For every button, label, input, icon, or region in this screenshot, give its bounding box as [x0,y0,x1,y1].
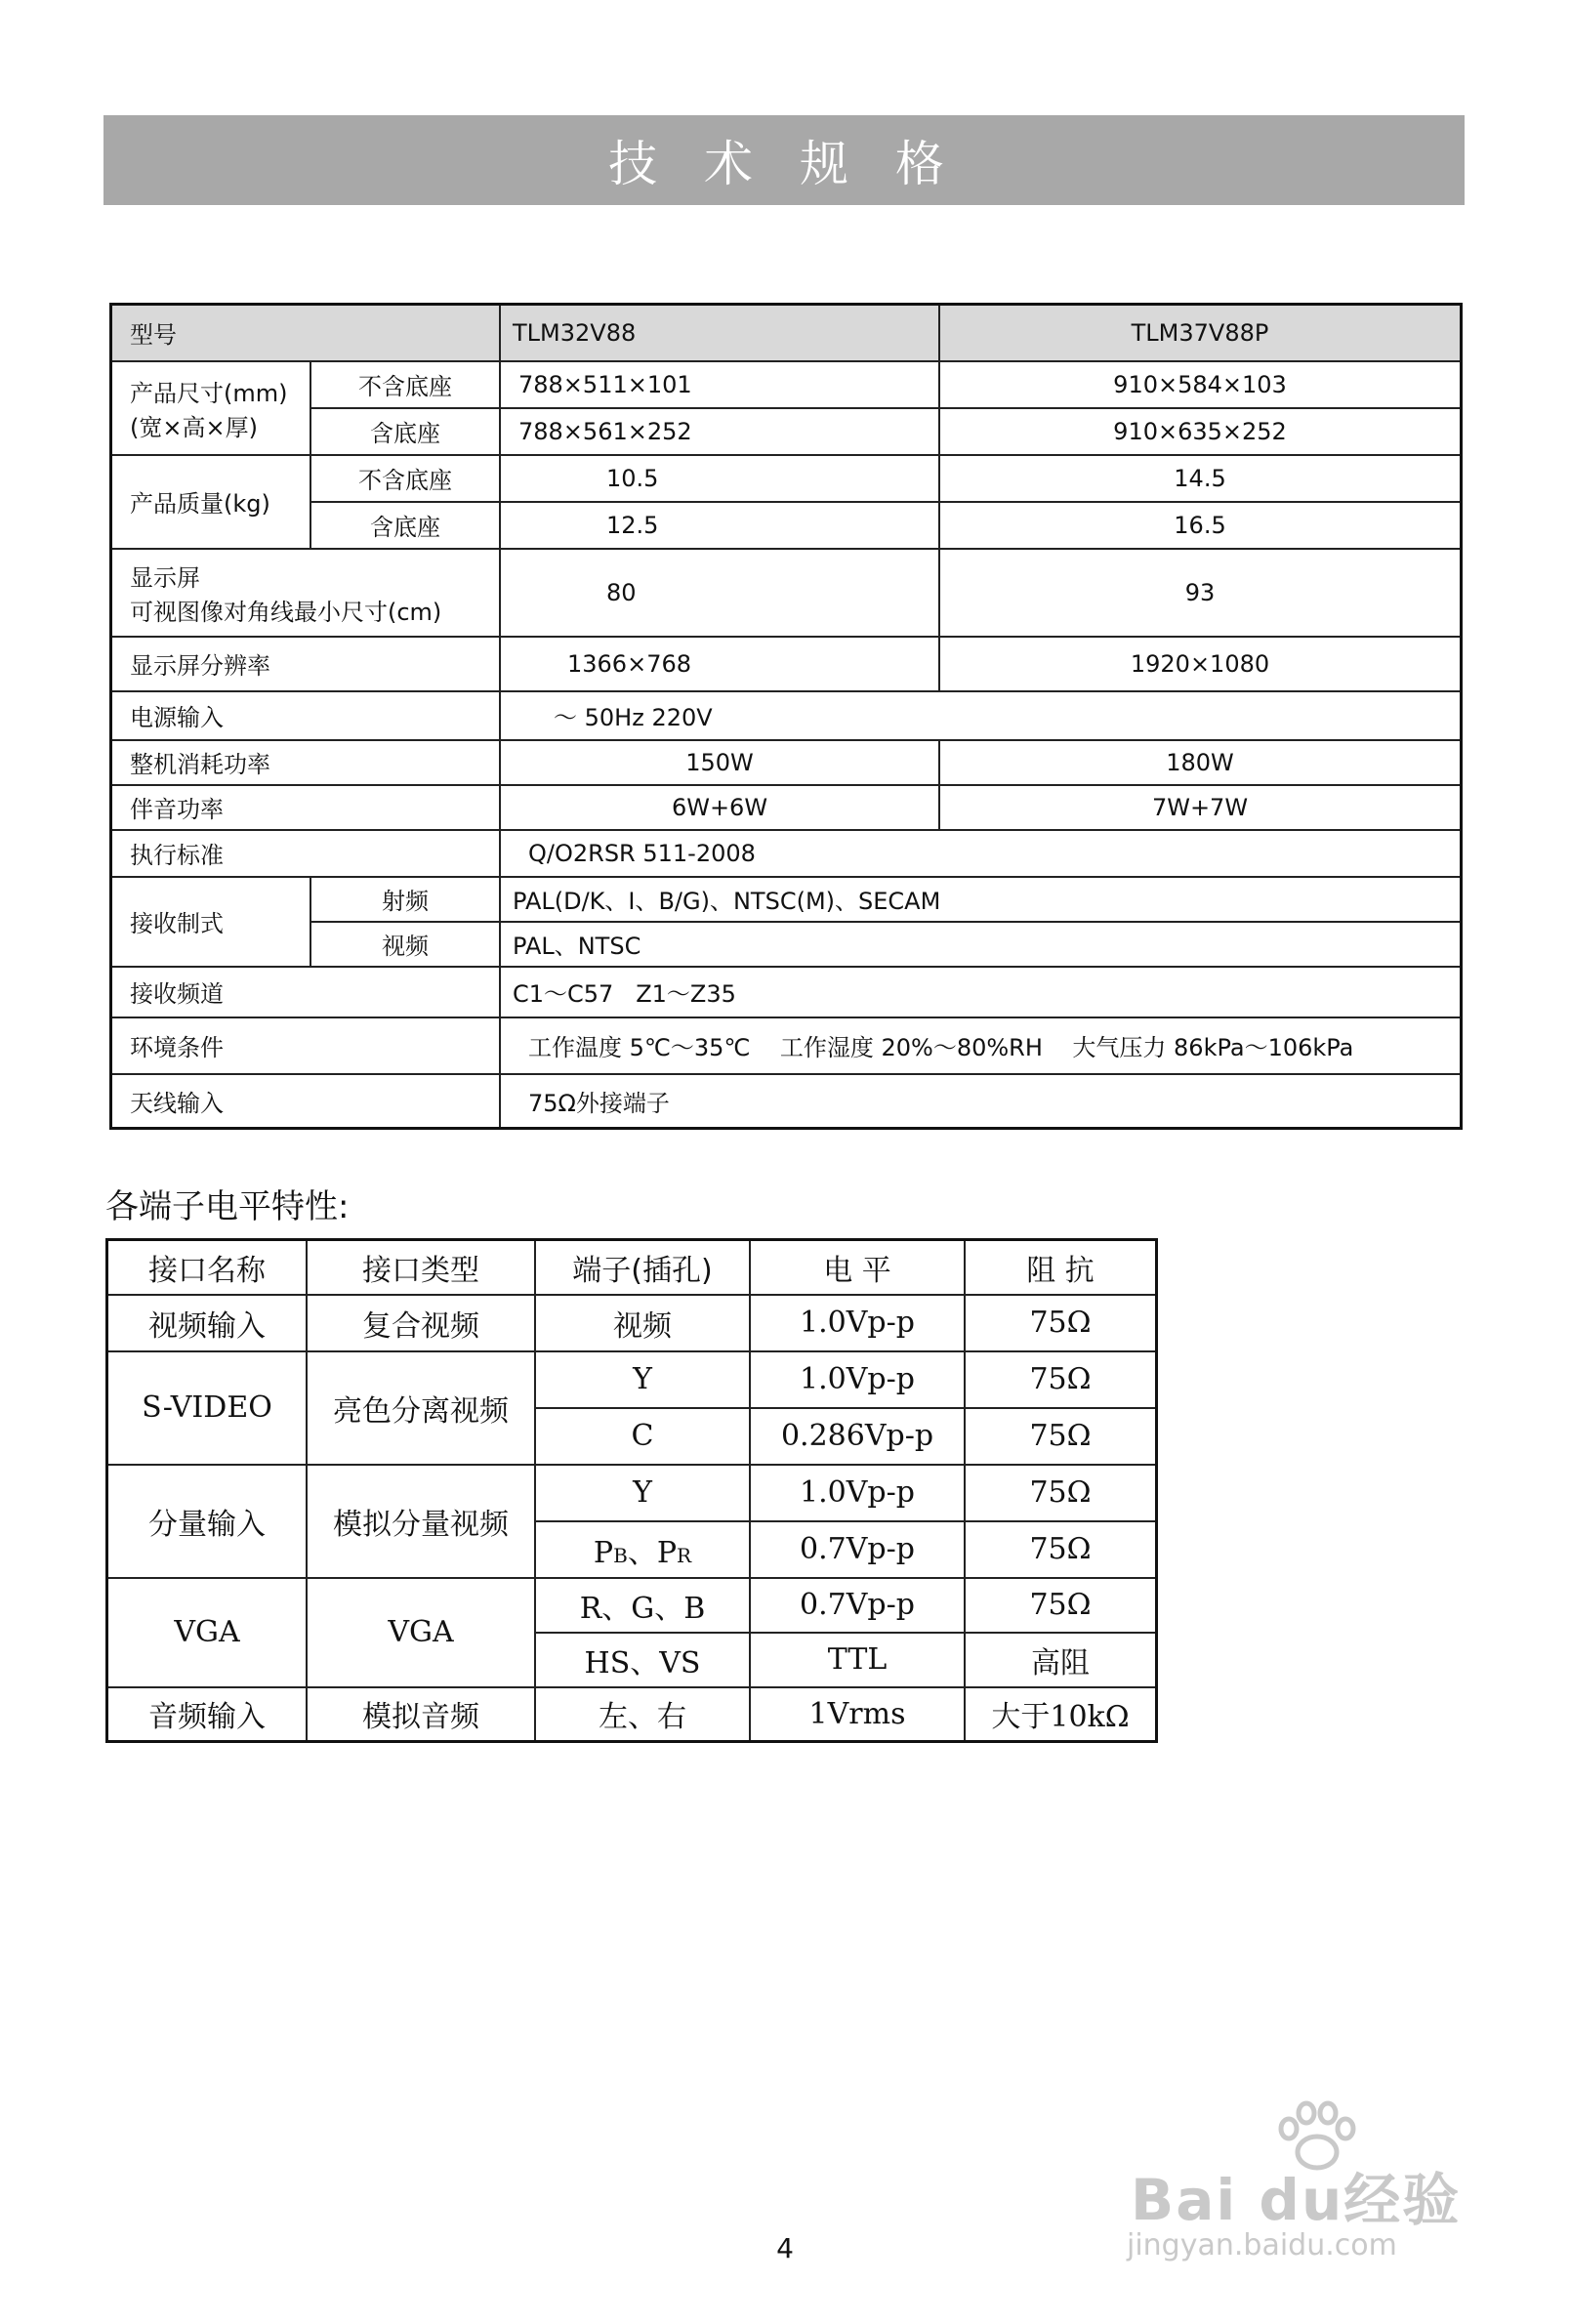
model-header-label: 型号 [111,305,501,361]
table-row: 含底座 788×561×252 910×635×252 [111,408,1462,455]
table-row: 天线输入 75Ω外接端子 [111,1074,1462,1129]
table-row: HS、VS TTL 高阻 [107,1633,1157,1687]
table-row: 环境条件 工作温度 5℃～35℃ 工作湿度 20%～80%RH 大气压力 86kPa～106kPa [111,1017,1462,1074]
page-number: 4 [776,2232,794,2264]
table-row: 接收制式 射频 PAL(D/K、I、B/G)、NTSC(M)、SECAM [111,877,1462,922]
size-label: 产品尺寸(mm) (宽×高×厚) [111,361,311,455]
table-row: 显示屏分辨率 1366×768 1920×1080 [111,637,1462,691]
table-row: 整机消耗功率 150W 180W [111,740,1462,785]
table-row: 显示屏 可视图像对角线最小尺寸(cm) 80 93 [111,549,1462,637]
spec-table [109,303,1463,1130]
table-row: 产品质量(kg) 不含底座 10.5 14.5 [111,455,1462,502]
level-table [105,1238,1158,1743]
table-row: 接口名称 接口类型 端子(插孔) 电 平 阻 抗 [107,1240,1157,1295]
model-a-header: TLM32V88 [500,305,939,361]
model-b-header: TLM37V88P [939,305,1462,361]
watermark-text: Bai du经验 [1131,2167,1462,2233]
table-row: 音频输入 模拟音频 左、右 1Vrms 大于10kΩ [107,1687,1157,1742]
page-title: 技 术 规 格 [103,115,1465,205]
table-row: 视频输入 复合视频 视频 1.0Vp-p 75Ω [107,1295,1157,1351]
screen-label: 显示屏 可视图像对角线最小尺寸(cm) [111,549,501,637]
table-row: 电源输入 ～ 50Hz 220V [111,691,1462,740]
table-row: VGA VGA R、G、B 0.7Vp-p 75Ω [107,1578,1157,1633]
table-row [111,305,1462,361]
section-label: 各端子电平特性: [105,1187,350,1226]
table-row: 视频 PAL、NTSC [111,922,1462,967]
pb-pr-terminal: PB、PR [535,1521,750,1578]
table-row: 分量输入 模拟分量视频 Y 1.0Vp-p 75Ω [107,1465,1157,1521]
weight-label: 产品质量(kg) [111,455,311,549]
table-row: 产品尺寸(mm) (宽×高×厚) 不含底座 788×511×101 910×584×103 [111,361,1462,408]
table-row: 含底座 12.5 16.5 [111,502,1462,549]
table-row: PB、PR 0.7Vp-p 75Ω [107,1521,1157,1578]
table-row: S-VIDEO 亮色分离视频 Y 1.0Vp-p 75Ω [107,1351,1157,1408]
table-row: 执行标准 Q/O2RSR 511-2008 [111,830,1462,877]
table-row: C 0.286Vp-p 75Ω [107,1408,1157,1465]
table-row: 伴音功率 6W+6W 7W+7W [111,785,1462,830]
table-row: 接收频道 C1～C57 Z1～Z35 [111,967,1462,1017]
watermark-url: jingyan.baidu.com [1127,2228,1397,2262]
